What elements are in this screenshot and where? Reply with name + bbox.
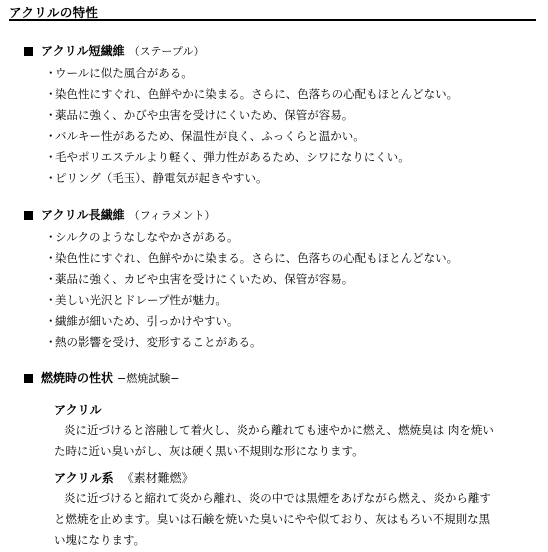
list-item: ・薬品に強く、カビや虫害を受けにくいため、保管が容易。: [45, 272, 354, 286]
section-heading: [24, 42, 534, 60]
dot-bullet-icon: ・: [45, 150, 57, 164]
list-item: ・シルクのようなしなやかさがある。: [45, 230, 239, 244]
section-heading: [24, 369, 534, 387]
list-item: ・ウールに似た風合がある。: [45, 66, 193, 80]
list-item: ・毛やポリエステルより軽く、弾力性があるため、シワになりにくい。: [45, 150, 410, 164]
section-heading-note: −燃焼試験−: [117, 372, 180, 385]
section-heading-text: 燃焼時の性状: [41, 371, 114, 385]
list-item: ・薬品に強く、かびや虫害を受けにくいため、保管が容易。: [45, 108, 354, 122]
square-bullet-icon: [24, 211, 33, 220]
dot-bullet-icon: ・: [45, 129, 57, 143]
subsection-paragraph: 炎に近づけると溶融して着火し、炎から離れても速やかに燃え、燃焼臭は 肉を焼いた時に近い臭いがし、灰は硬く黒い不規則な形になります。: [54, 423, 494, 458]
dot-bullet-icon: ・: [45, 87, 57, 101]
square-bullet-icon: [24, 47, 33, 56]
dot-bullet-icon: ・: [45, 171, 57, 185]
section-heading-note: （フィラメント）: [128, 209, 216, 222]
dot-bullet-icon: ・: [45, 230, 57, 244]
list-item: ・染色性にすぐれ、色鮮やかに染まる。さらに、色落ちの心配もほとんどない。: [45, 251, 459, 265]
list-item: ・熱の影響を受け、変形することがある。: [45, 335, 262, 349]
burning-modacrylic: [54, 468, 494, 551]
title-underline: [9, 19, 536, 21]
section-heading-note: （ステープル）: [128, 45, 205, 58]
subsection-paragraph: 炎に近づけると縮れて炎から離れ、炎の中では黒煙をあげながら燃え、炎から離すと燃焼を止めます。臭いは石鹸を焼いた臭いにやや似ており、灰はもろい不規則な黒い塊になります。: [54, 491, 491, 547]
dot-bullet-icon: ・: [45, 335, 57, 349]
page-title: アクリルの特性: [9, 5, 99, 20]
section-burning: [24, 369, 534, 387]
burning-acrylic: [54, 400, 494, 462]
subsection-title: アクリル: [54, 403, 102, 417]
list-item: ・バルキー性があるため、保温性が良く、ふっくらと温かい。: [45, 129, 365, 143]
section-heading-text: アクリル長繊維: [41, 208, 125, 222]
dot-bullet-icon: ・: [45, 314, 57, 328]
dot-bullet-icon: ・: [45, 272, 57, 286]
list-item: ・美しい光沢とドレープ性が魅力。: [45, 293, 227, 307]
square-bullet-icon: [24, 374, 33, 383]
subsection-note: 《素材難燃》: [121, 471, 194, 485]
section-staple: [24, 42, 534, 191]
dot-bullet-icon: ・: [45, 108, 57, 122]
list-item: ・ピリング（毛玉）、静電気が起きやすい。: [45, 171, 268, 185]
dot-bullet-icon: ・: [45, 293, 57, 307]
list-item: ・繊維が細いため、引っかけやすい。: [45, 314, 239, 328]
dot-bullet-icon: ・: [45, 66, 57, 80]
subsection-title: アクリル系 《素材難燃》: [54, 471, 194, 485]
section-heading: [24, 206, 534, 224]
section-heading-text: アクリル短繊維: [41, 44, 125, 58]
list-item: ・染色性にすぐれ、色鮮やかに染まる。さらに、色落ちの心配もほとんどない。: [45, 87, 459, 101]
bullet-list: [45, 65, 534, 191]
section-filament: [24, 206, 534, 355]
bullet-list: [45, 229, 534, 355]
dot-bullet-icon: ・: [45, 251, 57, 265]
